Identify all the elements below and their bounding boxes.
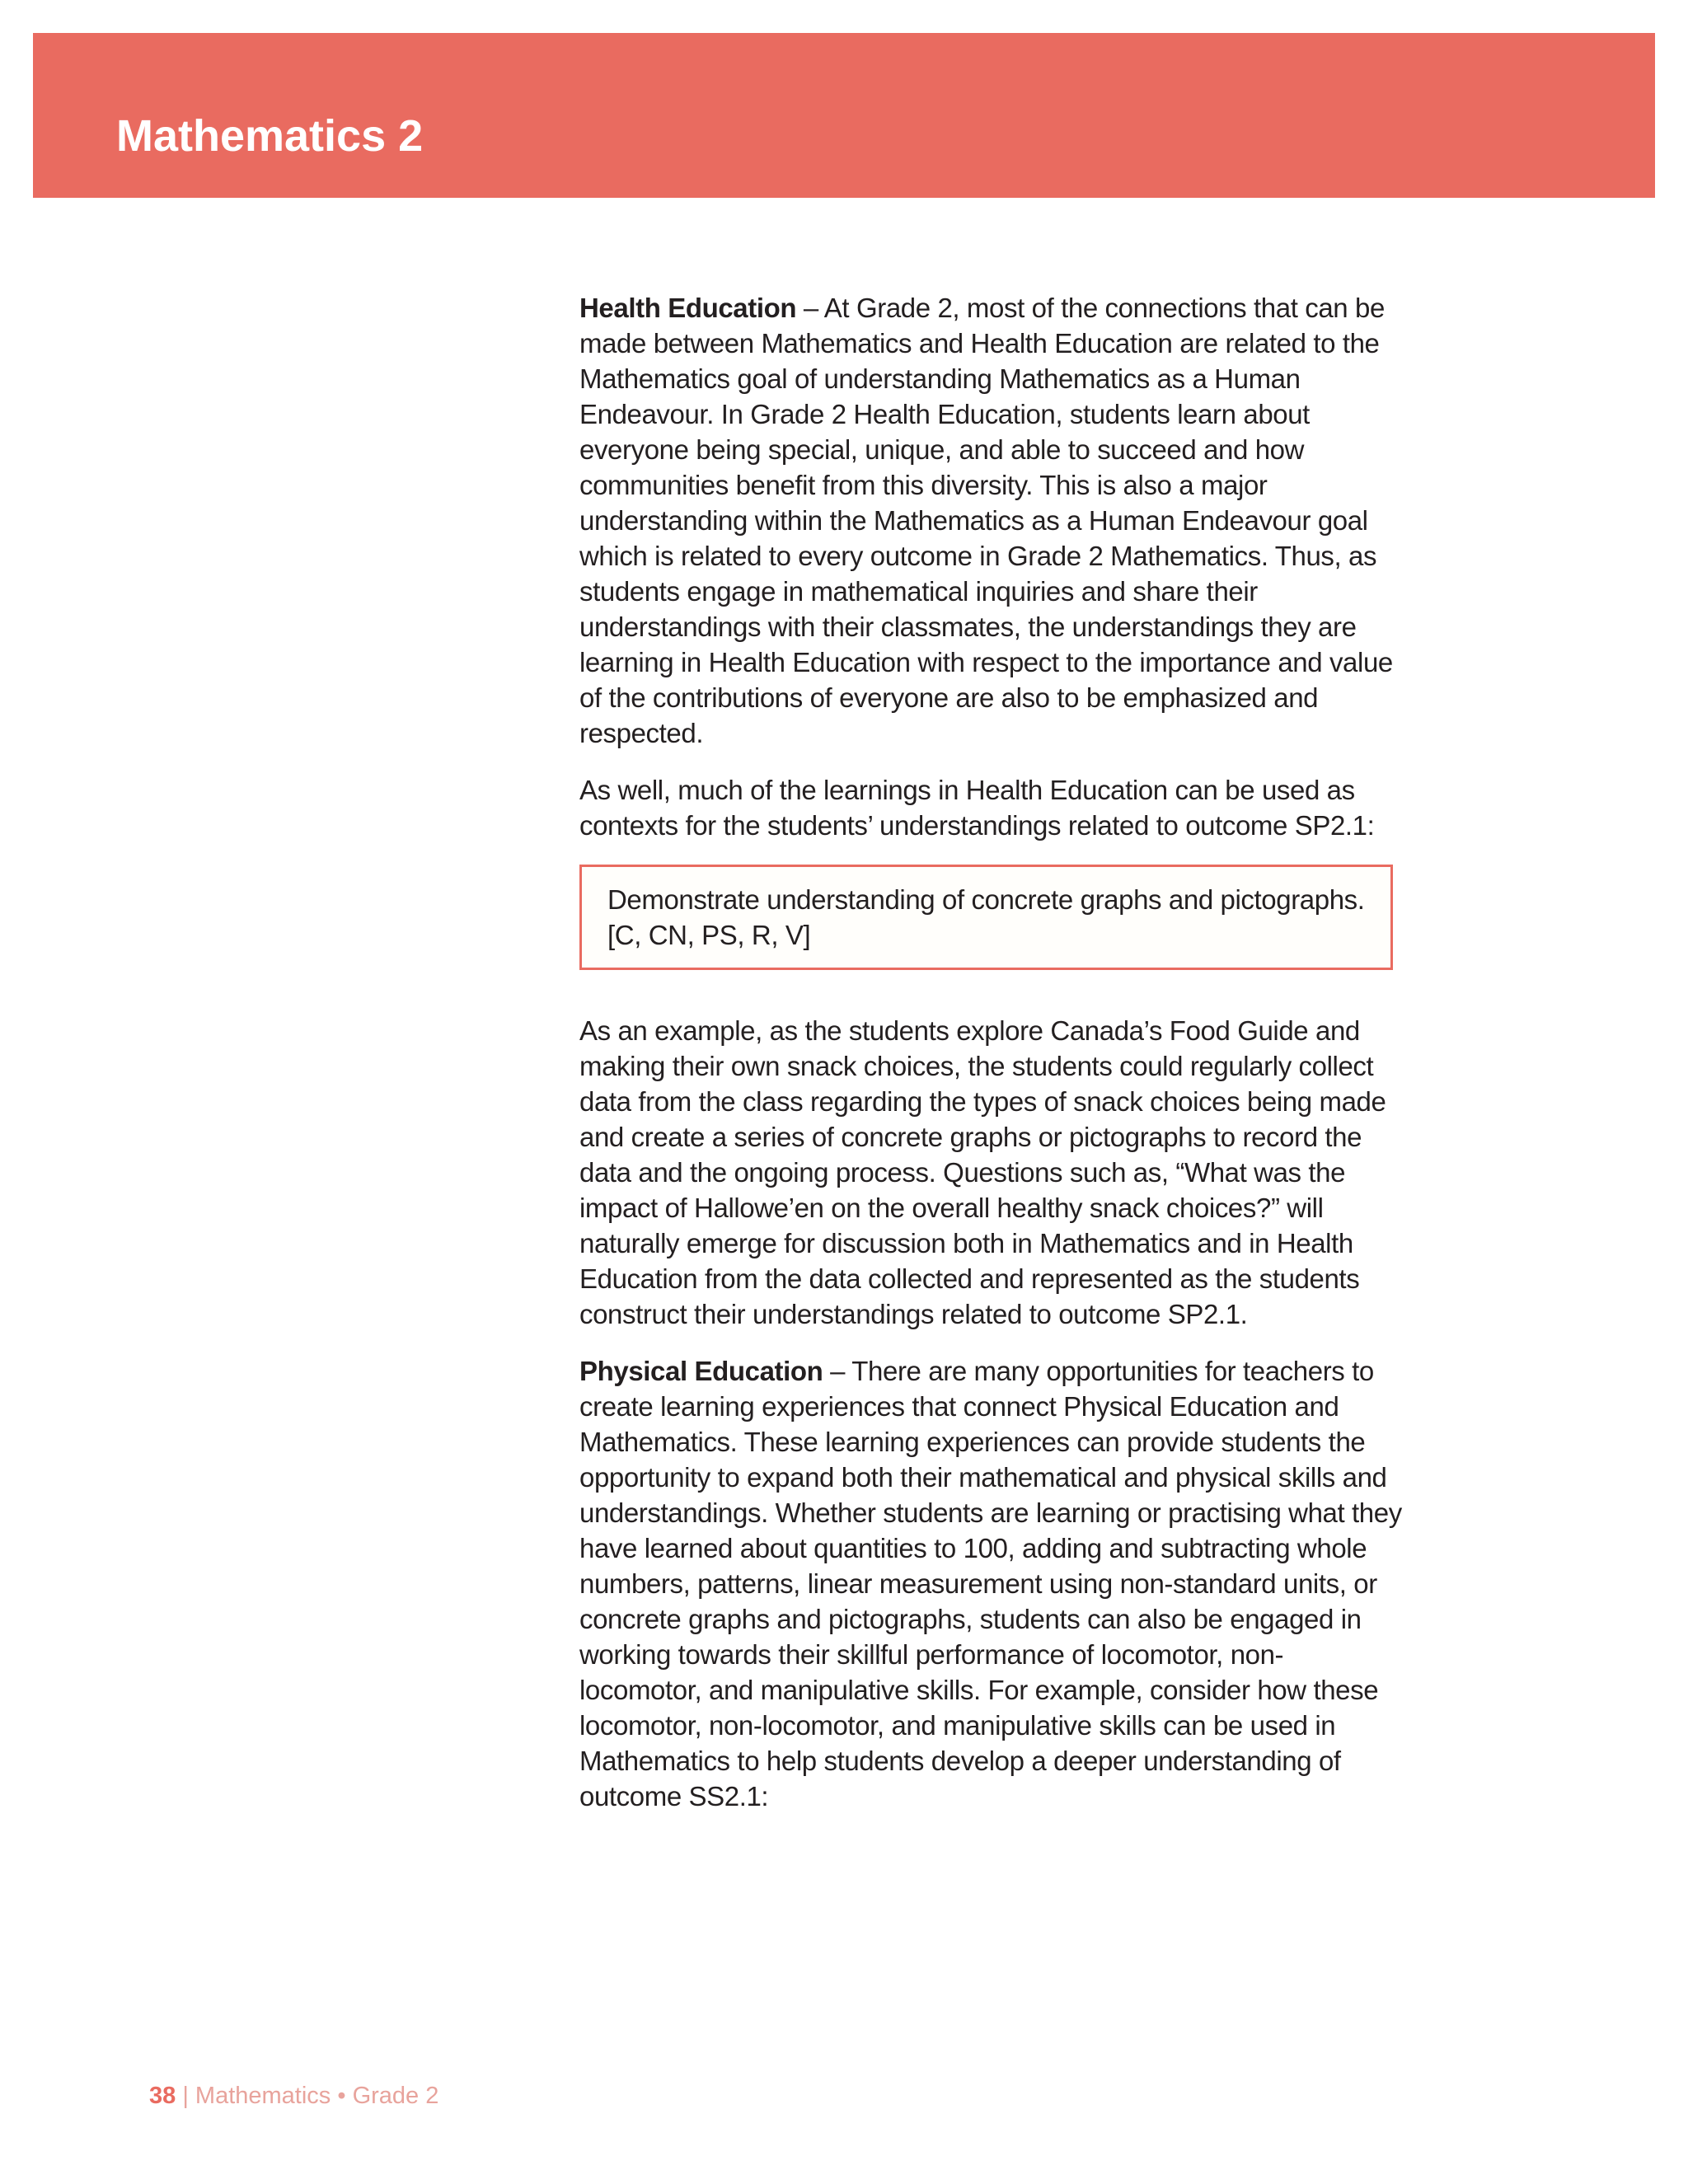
- health-education-paragraph: [579, 290, 1404, 751]
- outcome-callout-box: [579, 865, 1393, 970]
- outcome-text: Demonstrate understanding of concrete graphs and pictographs. [C, CN, PS, R, V]: [607, 884, 1365, 950]
- page-footer: [149, 2081, 438, 2111]
- page-number: 38: [149, 2083, 176, 2109]
- main-content: [579, 290, 1404, 1835]
- footer-separator: |: [176, 2083, 195, 2109]
- health-education-heading: Health Education: [579, 293, 797, 323]
- page-title: Mathematics 2: [116, 111, 424, 161]
- health-education-text: – At Grade 2, most of the connections that can be made between Mathematics and Health Education are related to the Mathematics goal of understanding Mathematics as a Human Endeavour. In Grade 2 Health Education, students learn about everyone being special, unique, and able to succeed and how communities benefit from this diversity. This is also a major understanding within the Mathematics as a Human Endeavour goal which is related to every outcome in Grade 2 Mathematics. Thus, as students engage in mathematical inquiries and share their understandings with their classmates, the understandings they are learning in Health Education with respect to the importance and value of the contributions of everyone are also to be emphasized and respected.: [579, 293, 1393, 748]
- physical-education-paragraph: [579, 1353, 1404, 1814]
- contexts-paragraph: As well, much of the learnings in Health Education can be used as contexts for the students’ understandings related to outcome SP2.1:: [579, 775, 1375, 841]
- example-paragraph: As an example, as the students explore Canada’s Food Guide and making their own snack choices, the students could regularly collect data from the class regarding the types of snack choices being made and create a series of concrete graphs or pictographs to record the data and the ongoing process. Questions such as, “What was the impact of Hallowe’en on the overall healthy snack choices?” will naturally emerge for discussion both in Mathematics and in Health Education from the data collected and represented as the students construct their understandings related to outcome SP2.1.: [579, 1015, 1386, 1329]
- footer-text: Mathematics • Grade 2: [195, 2083, 439, 2109]
- physical-education-heading: Physical Education: [579, 1356, 823, 1386]
- physical-education-text: – There are many opportunities for teachers to create learning experiences that connect Physical Education and Mathematics. These learning experiences can provide students the opportunity to expand both their mathematical and physical skills and understandings. Whether students are learning or practising what they have learned about quantities to 100, adding and subtracting whole numbers, patterns, linear measurement using non-standard units, or concrete graphs and pictographs, students can also be engaged in working towards their skillful performance of locomotor, non-locomotor, and manipulative skills. For example, consider how these locomotor, non-locomotor, and manipulative skills can be used in Mathematics to help students develop a deeper understanding of outcome SS2.1:: [579, 1356, 1402, 1811]
